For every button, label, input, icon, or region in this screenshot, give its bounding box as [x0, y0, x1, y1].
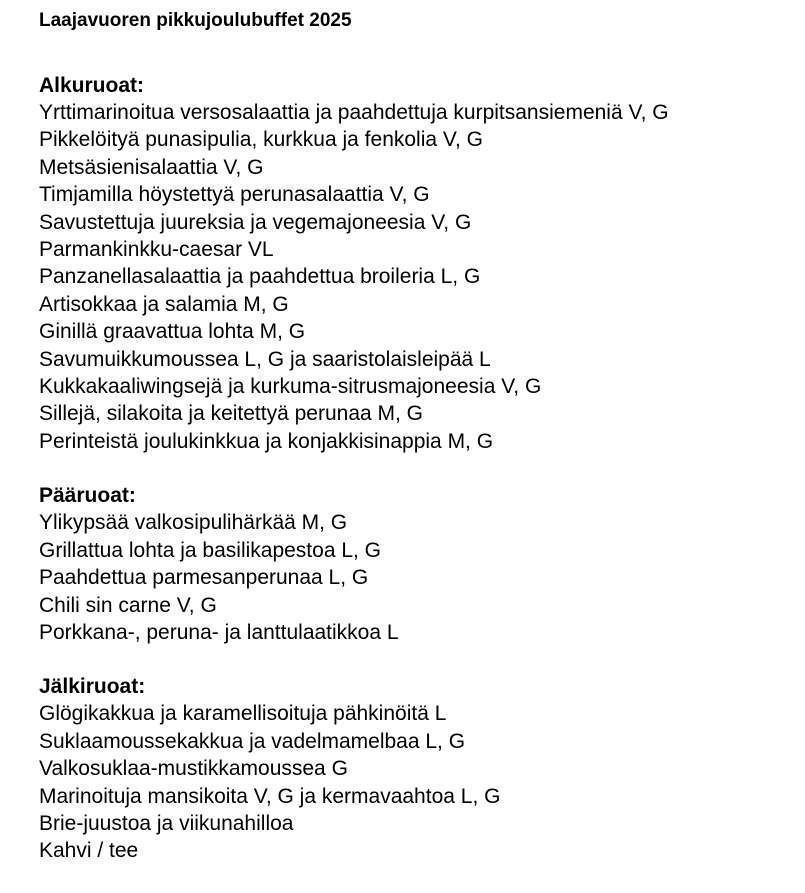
menu-item: Sillejä, silakoita ja keitettyä perunaa M, G: [39, 402, 424, 426]
menu-item: Parmankinkku-caesar VL: [39, 238, 274, 262]
section-heading-jalkiruoat: Jälkiruoat:: [39, 675, 146, 699]
menu-item: Suklaamoussekakkua ja vadelmamelbaa L, G: [39, 729, 466, 753]
menu-item: Paahdettua parmesanperunaa L, G: [39, 566, 369, 590]
section-heading-paaruoat: Pääruoat:: [39, 484, 136, 508]
menu-item: Marinoituja mansikoita V, G ja kermavaahtoa L, G: [39, 784, 501, 808]
menu-item: Pikkelöityä punasipulia, kurkkua ja fenkolia V, G: [39, 128, 483, 152]
menu-item: Savumuikkumoussea L, G ja saaristolaisleipää L: [39, 347, 491, 371]
menu-item: Valkosuklaa-mustikkamoussea G: [39, 757, 348, 781]
section-paaruoat: [39, 482, 799, 646]
menu-item: Perinteistä joulukinkkua ja konjakkisinappia M, G: [39, 429, 494, 453]
section-alkuruoat: [39, 72, 799, 455]
menu-item: Ginillä graavattua lohta M, G: [39, 320, 306, 344]
menu-list-alkuruoat: [39, 99, 799, 455]
document-title: Laajavuoren pikkujoulubuffet 2025: [39, 10, 352, 31]
menu-item: Glögikakkua ja karamellisoituja pähkinöitä L: [39, 702, 447, 726]
menu-item: Metsäsienisalaattia V, G: [39, 155, 264, 179]
menu-item: Timjamilla höystettyä perunasalaattia V, G: [39, 183, 430, 207]
section-heading-alkuruoat: Alkuruoat:: [39, 74, 144, 97]
menu-list-jalkiruoat: [39, 700, 799, 864]
menu-item: Grillattua lohta ja basilikapestoa L, G: [39, 538, 382, 562]
menu-item: Porkkana-, peruna- ja lanttulaatikkoa L: [39, 620, 399, 644]
section-jalkiruoat: [39, 673, 799, 864]
menu-item: Ylikypsää valkosipulihärkää M, G: [39, 511, 348, 535]
menu-item: Yrttimarinoitua versosalaattia ja paahdettuja kurpitsansiemeniä V, G: [39, 101, 669, 124]
menu-item: Brie-juustoa ja viikunahilloa: [39, 811, 294, 835]
menu-item: Artisokkaa ja salamia M, G: [39, 292, 289, 316]
menu-document: [39, 7, 799, 892]
menu-item: Savustettuja juureksia ja vegemajoneesia V, G: [39, 210, 472, 234]
menu-item: Panzanellasalaattia ja paahdettua broileria L, G: [39, 265, 481, 289]
menu-list-paaruoat: [39, 509, 799, 646]
menu-item: Kukkakaaliwingsejä ja kurkuma-sitrusmajoneesia V, G: [39, 375, 542, 399]
menu-item: Kahvi / tee: [39, 839, 139, 863]
menu-item: Chili sin carne V, G: [39, 593, 217, 617]
